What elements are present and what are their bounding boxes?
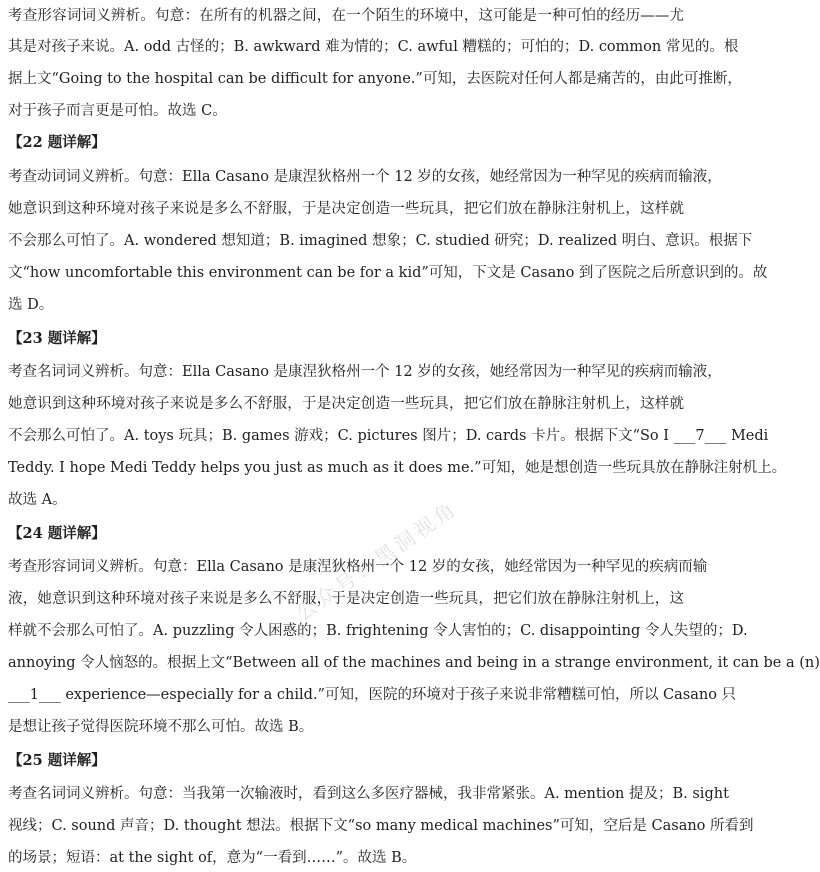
text-line: 故选 A。 (8, 492, 67, 508)
text-line: 据上文“Going to the hospital can be difficult for anyone.”可知，去医院对任何人都是痛苦的，由此可推断， (8, 71, 742, 87)
text-line: 考查名词词义辨析。句意：Ella Casano 是康涅狄格州一个 12 岁的女孩，她经常因为一种罕见的疾病而输液， (8, 364, 722, 380)
text-line: 考查形容词词义辨析。句意：在所有的机器之间，在一个陌生的环境中，这可能是一种可怕的经历——尤 (8, 8, 684, 24)
text-line: 考查动词词义辨析。句意：Ella Casano 是康涅狄格州一个 12 岁的女孩，她经常因为一种罕见的疾病而输液， (8, 169, 722, 185)
text-line: ___1___ experience—especially for a child.”可知，医院的环境对于孩子来说非常糟糕可怕，所以 Casano 只 (8, 687, 737, 703)
text-line: 选 D。 (8, 297, 54, 313)
text-line: 考查形容词词义辨析。句意：Ella Casano 是康涅狄格州一个 12 岁的女孩，她经常因为一种罕见的疾病而输 (8, 559, 708, 575)
text-line: 她意识到这种环境对孩子来说是多么不舒服，于是决定创造一些玩具，把它们放在静脉注射机上，这样就 (8, 396, 684, 412)
text-line: annoying 令人恼怒的。根据上文“Between all of the machines and being in a strange environment, it can be a (n) (8, 655, 820, 671)
text-line: 文“how uncomfortable this environment can be for a kid”可知，下文是 Casano 到了医院之后所意识到的。故 (8, 265, 768, 281)
text-line: 不会那么可怕了。A. wondered 想知道；B. imagined 想象；C. studied 研究；D. realized 明白、意识。根据下 (8, 233, 753, 249)
text-line: Teddy. I hope Medi Teddy helps you just as much as it does me.”可知，她是想创造一些玩具放在静脉注射机上。 (8, 460, 787, 476)
text-line: 液，她意识到这种环境对孩子来说是多么不舒服，于是决定创造一些玩具，把它们放在静脉注射机上，这 (8, 591, 684, 607)
text-line: 她意识到这种环境对孩子来说是多么不舒服，于是决定创造一些玩具，把它们放在静脉注射机上，这样就 (8, 201, 684, 217)
text-line: 不会那么可怕了。A. toys 玩具；B. games 游戏；C. pictures 图片；D. cards 卡片。根据下文“So I ___7___ Medi (8, 428, 769, 444)
text-line: 是想让孩子觉得医院环境不那么可怕。故选 B。 (8, 719, 314, 735)
section-heading-25: 【25 题详解】 (8, 752, 106, 769)
text-line: 其是对孩子来说。A. odd 古怪的；B. awkward 难为情的；C. awful 糟糕的；可怕的；D. common 常见的。根 (8, 39, 739, 55)
text-line: 对于孩子而言更是可怕。故选 C。 (8, 103, 227, 119)
text-line: 的场景；短语：at the sight of，意为“一看到……”。故选 B。 (8, 850, 417, 866)
watermark: 公众号：黑洞视角 (291, 495, 463, 626)
section-heading-22: 【22 题详解】 (8, 134, 106, 151)
text-line: 样就不会那么可怕了。A. puzzling 令人困惑的；B. frightening 令人害怕的；C. disappointing 令人失望的；D. (8, 623, 748, 639)
text-line: 考查名词词义辨析。句意：当我第一次输液时，看到这么多医疗器械，我非常紧张。A. mention 提及；B. sight (8, 786, 729, 802)
section-heading-24: 【24 题详解】 (8, 525, 106, 542)
text-line: 视线；C. sound 声音；D. thought 想法。根据下文“so many medical machines”可知，空后是 Casano 所看到 (8, 818, 754, 834)
section-heading-23: 【23 题详解】 (8, 330, 106, 347)
